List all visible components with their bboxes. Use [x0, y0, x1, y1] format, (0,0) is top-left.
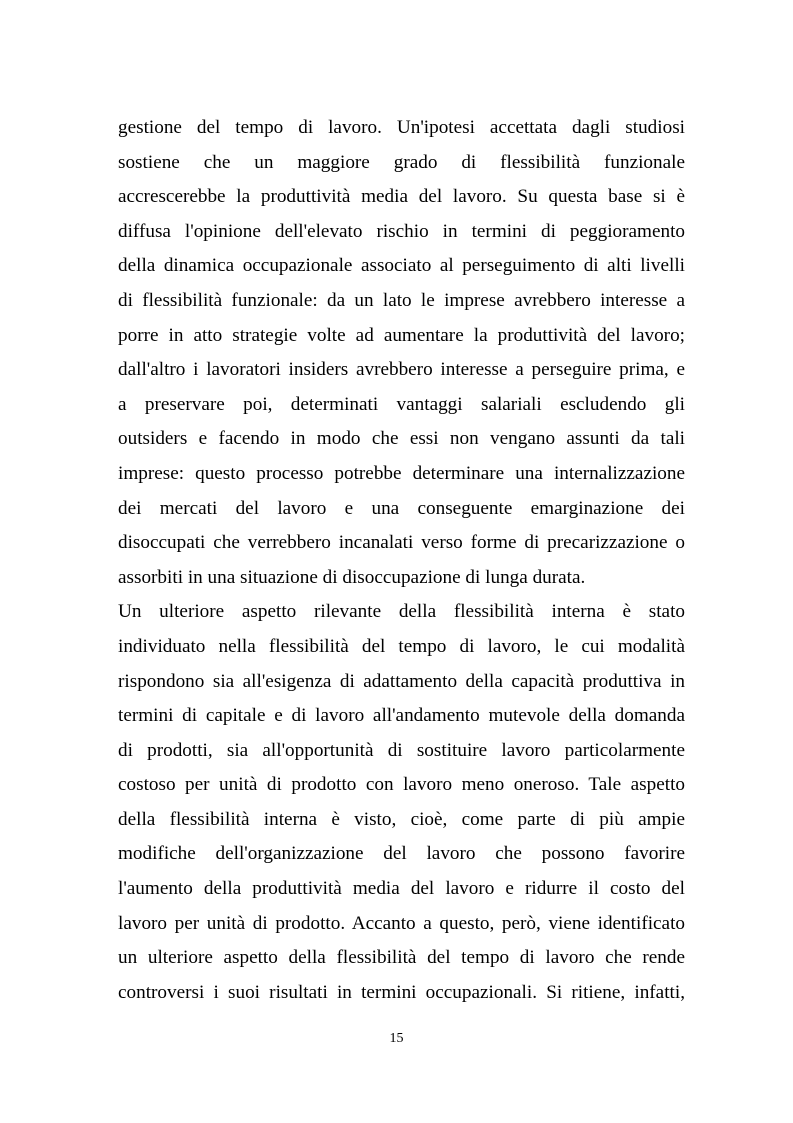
text-line: modifiche dell'organizzazione del lavoro che possono favorire [118, 843, 685, 865]
text-line: individuato nella flessibilità del tempo di lavoro, le cui modalità [118, 635, 685, 657]
text-line: costoso per unità di prodotto con lavoro meno oneroso. Tale aspetto [118, 774, 685, 796]
text-line: controversi i suoi risultati in termini occupazionali. Si ritiene, infatti, [118, 981, 685, 1003]
text-line: disoccupati che verrebbero incanalati verso forme di precarizzazione o [118, 532, 685, 554]
text-line: diffusa l'opinione dell'elevato rischio in termini di peggioramento [118, 220, 685, 242]
text-line: accrescerebbe la produttività media del lavoro. Su questa base si è [118, 186, 685, 208]
text-line: di prodotti, sia all'opportunità di sostituire lavoro particolarmente [118, 739, 685, 761]
page-number: 15 [389, 1031, 404, 1046]
text-line: dall'altro i lavoratori insiders avrebbero interesse a perseguire prima, e [118, 359, 685, 381]
text-line: rispondono sia all'esigenza di adattamento della capacità produttiva in [118, 670, 685, 692]
text-line: della flessibilità interna è visto, cioè, come parte di più ampie [118, 808, 685, 830]
text-line: un ulteriore aspetto della flessibilità del tempo di lavoro che rende [118, 947, 685, 969]
text-line: della dinamica occupazionale associato al perseguimento di alti livelli [118, 255, 685, 277]
text-line: l'aumento della produttività media del lavoro e ridurre il costo del [118, 878, 685, 900]
text-line: dei mercati del lavoro e una conseguente emarginazione dei [118, 497, 685, 519]
text-line: outsiders e facendo in modo che essi non vengano assunti da tali [118, 428, 685, 450]
text-line: porre in atto strategie volte ad aumentare la produttività del lavoro; [118, 324, 685, 346]
text-line: sostiene che un maggiore grado di flessibilità funzionale [118, 151, 685, 173]
text-line: a preservare poi, determinati vantaggi salariali escludendo gli [118, 393, 685, 415]
text-line: gestione del tempo di lavoro. Un'ipotesi accettata dagli studiosi [118, 117, 685, 138]
paragraph-end-line: assorbiti in una situazione di disoccupazione di lunga durata. [118, 566, 586, 588]
text-line: termini di capitale e di lavoro all'andamento mutevole della domanda [118, 705, 685, 727]
text-line: imprese: questo processo potrebbe determinare una internalizzazione [118, 462, 685, 484]
text-line: di flessibilità funzionale: da un lato le imprese avrebbero interesse a [118, 289, 685, 311]
body-text [118, 111, 685, 1010]
text-line: Un ulteriore aspetto rilevante della flessibilità interna è stato [118, 601, 685, 623]
text-line: lavoro per unità di prodotto. Accanto a questo, però, viene identificato [118, 912, 685, 934]
